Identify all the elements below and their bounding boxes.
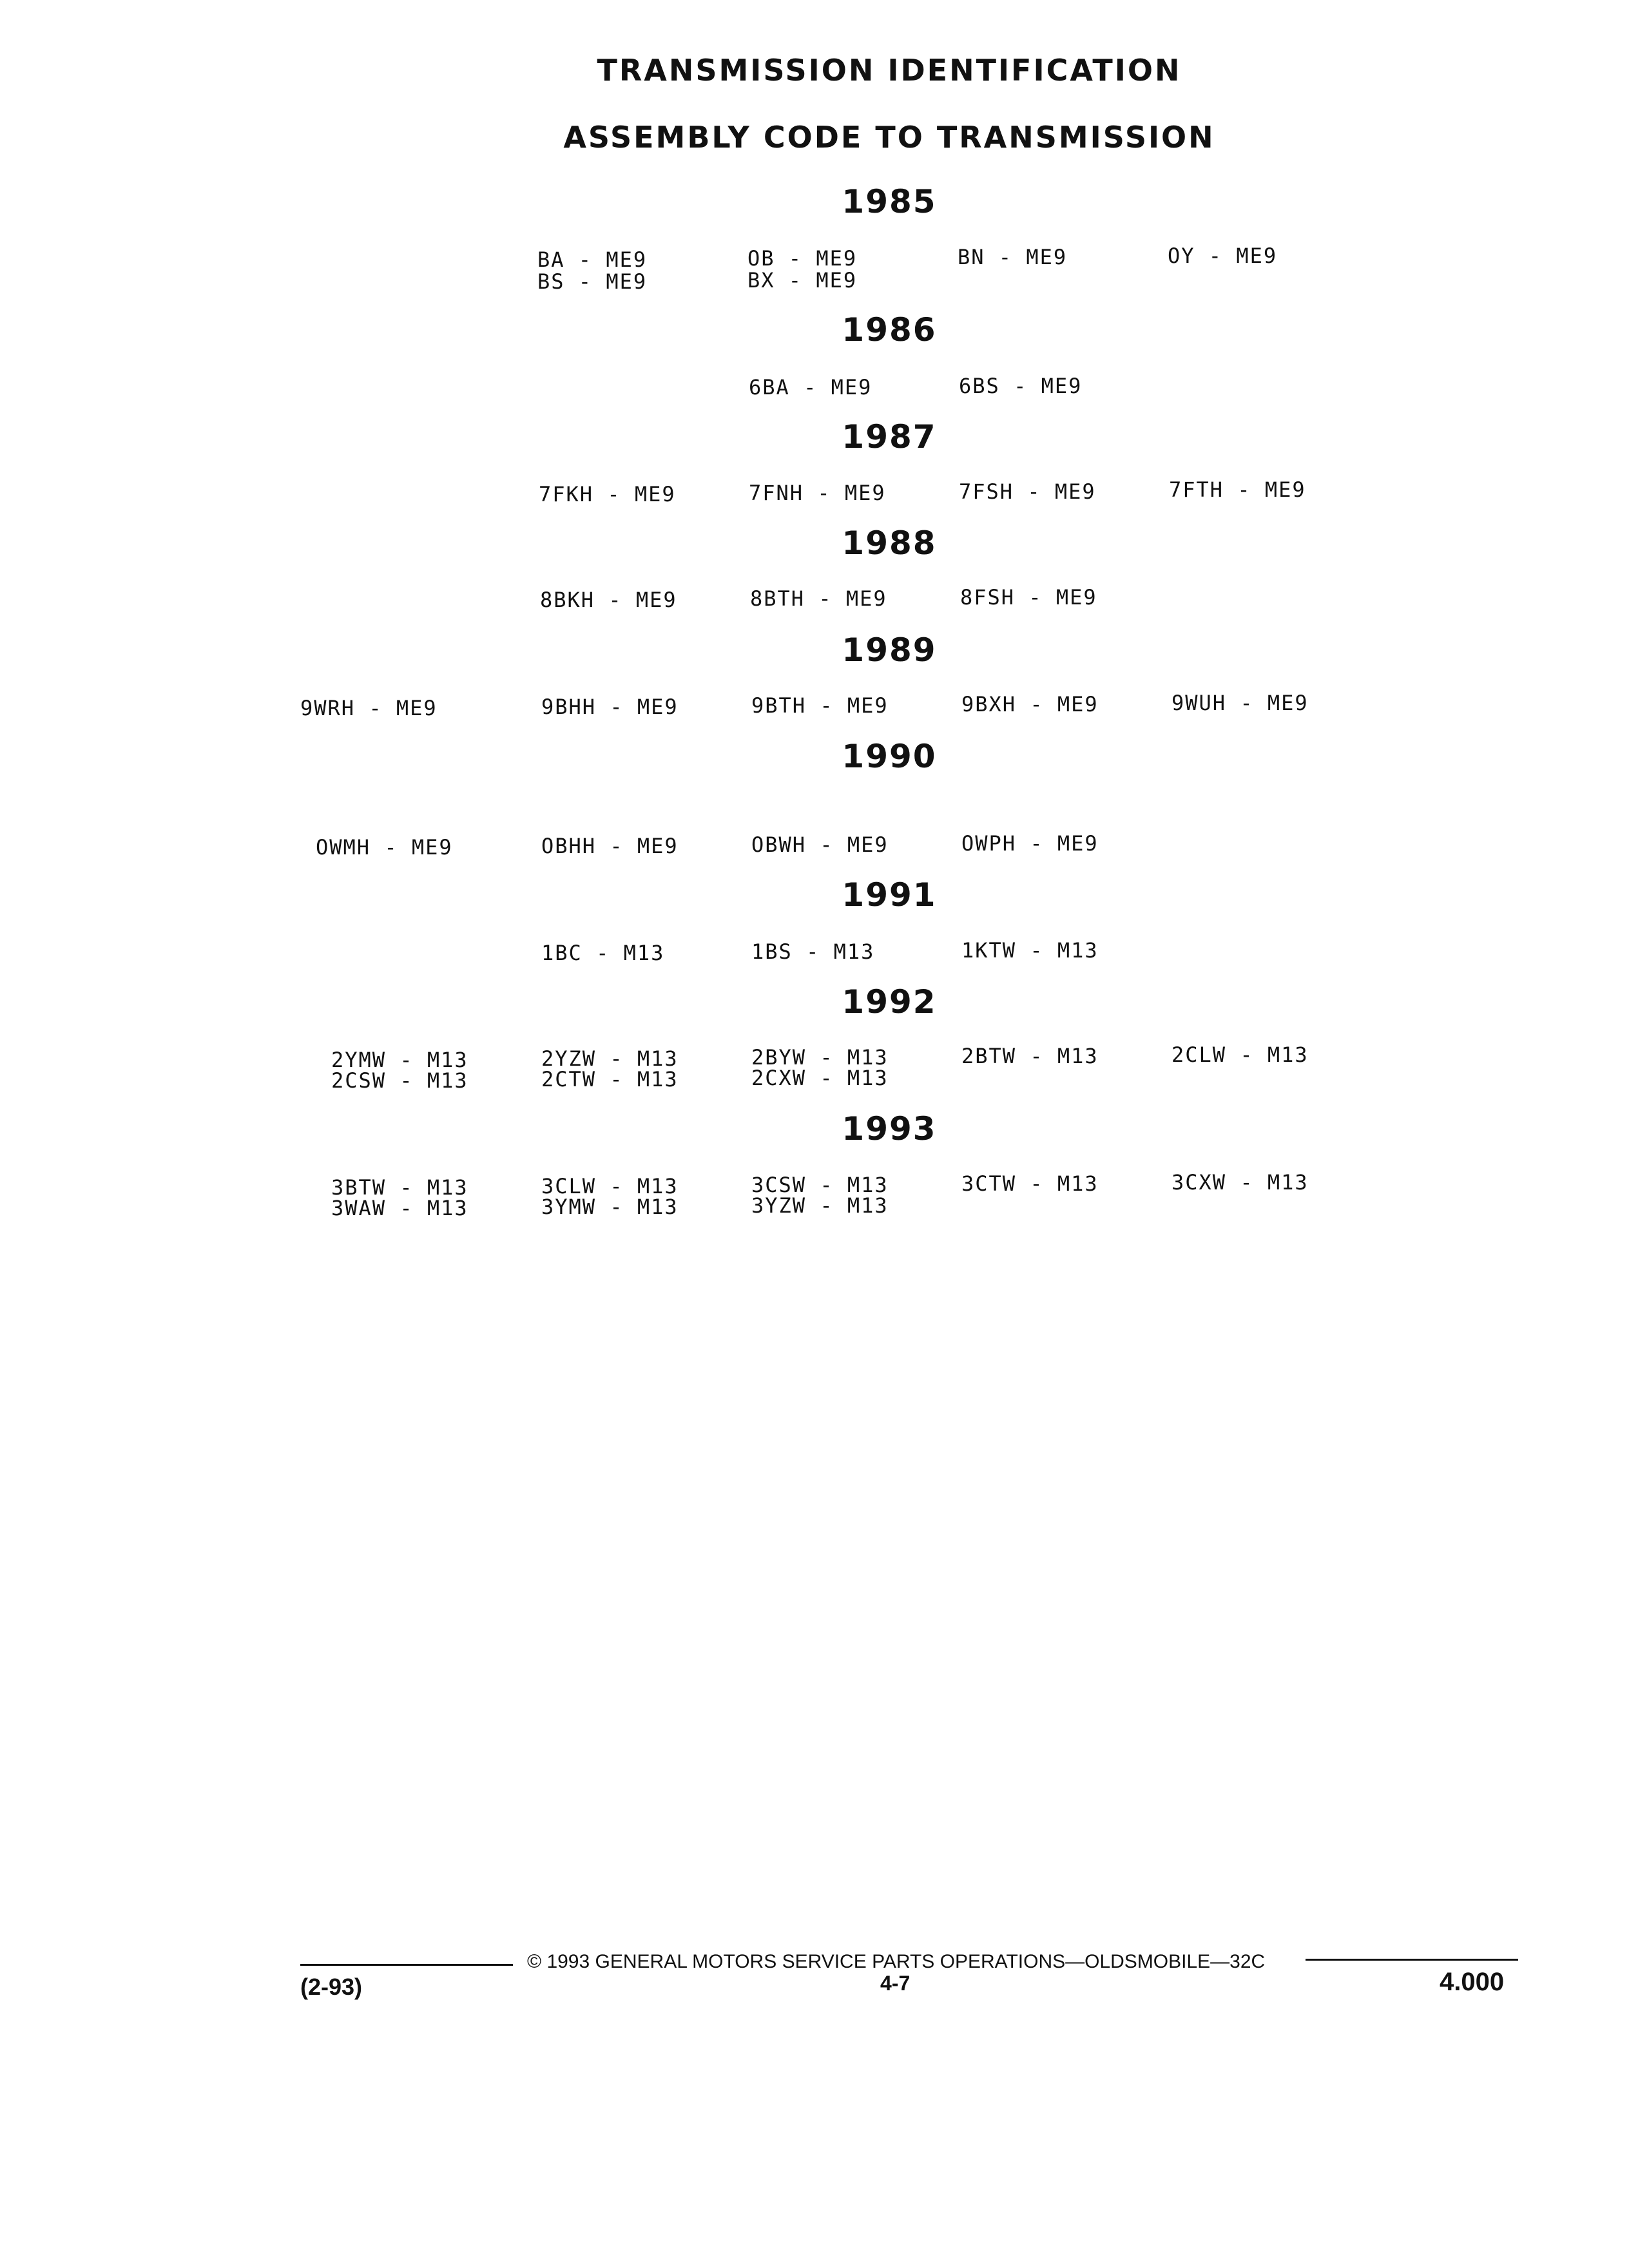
code-entry: 8BTH - ME9	[750, 586, 887, 611]
year-heading: 1991	[842, 876, 937, 914]
code-entry: 1BC - M13	[541, 941, 665, 965]
footer-revision: (2-93)	[300, 1974, 363, 2000]
code-entry: 8BKH - ME9	[540, 588, 677, 612]
code-entry: 2CSW - M13	[331, 1068, 468, 1093]
code-entry: 9WUH - ME9	[1171, 691, 1309, 715]
footer-copyright: © 1993 GENERAL MOTORS SERVICE PARTS OPERATIONS—OLDSMOBILE—32C	[527, 1951, 1266, 1972]
code-entry: 1KTW - M13	[961, 938, 1099, 963]
year-heading: 1988	[842, 524, 937, 562]
year-heading: 1990	[842, 738, 937, 775]
code-entry: OWPH - ME9	[961, 831, 1099, 856]
code-entry: BX - ME9	[747, 268, 858, 293]
year-heading: 1989	[842, 631, 937, 669]
code-entry: 2CXW - M13	[751, 1066, 889, 1090]
code-entry: OB - ME9	[747, 246, 858, 271]
code-entry: 3CTW - M13	[961, 1171, 1099, 1196]
code-entry: 2YMW - M13	[331, 1048, 468, 1072]
code-entry: 3YMW - M13	[541, 1195, 679, 1219]
code-entry: OY - ME9	[1168, 244, 1278, 268]
page-title: TRANSMISSION IDENTIFICATION	[597, 53, 1182, 88]
year-heading: 1986	[842, 311, 937, 349]
code-entry: 2YZW - M13	[541, 1046, 679, 1071]
code-entry: BA - ME9	[537, 247, 648, 272]
code-entry: 2BYW - M13	[751, 1045, 889, 1070]
code-entry: 1BS - M13	[751, 939, 875, 964]
code-entry: 7FTH - ME9	[1169, 477, 1306, 502]
footer-rule-right	[1306, 1959, 1518, 1961]
code-entry: 7FKH - ME9	[539, 482, 676, 506]
code-entry: 3YZW - M13	[751, 1193, 889, 1218]
year-heading: 1993	[842, 1110, 937, 1148]
code-entry: BS - ME9	[537, 269, 648, 294]
code-entry: 9BHH - ME9	[541, 695, 679, 719]
footer-section-number: 4.000	[1440, 1968, 1505, 1996]
code-entry: 6BA - ME9	[749, 375, 872, 399]
code-entry: 2CLW - M13	[1171, 1043, 1309, 1067]
code-entry: 3BTW - M13	[331, 1175, 468, 1200]
code-entry: 9WRH - ME9	[300, 696, 438, 720]
code-entry: 6BS - ME9	[959, 374, 1083, 398]
year-heading: 1987	[842, 418, 937, 456]
code-entry: OBWH - ME9	[751, 832, 889, 857]
code-entry: 9BTH - ME9	[751, 693, 889, 718]
year-heading: 1985	[842, 183, 937, 220]
code-entry: 2BTW - M13	[961, 1044, 1099, 1068]
footer-rule-left	[300, 1964, 513, 1966]
code-entry: 7FNH - ME9	[749, 481, 886, 505]
code-entry: 9BXH - ME9	[961, 692, 1099, 716]
code-entry: 3WAW - M13	[331, 1196, 468, 1220]
page-subtitle: ASSEMBLY CODE TO TRANSMISSION	[563, 120, 1215, 155]
code-entry: 3CLW - M13	[541, 1174, 679, 1198]
code-entry: 3CSW - M13	[751, 1173, 889, 1197]
code-entry: 2CTW - M13	[541, 1067, 679, 1091]
code-entry: 3CXW - M13	[1171, 1170, 1309, 1195]
code-entry: BN - ME9	[958, 245, 1068, 269]
code-entry: 7FSH - ME9	[959, 479, 1096, 504]
footer-page-number: 4-7	[880, 1972, 911, 1995]
year-heading: 1992	[842, 983, 937, 1021]
code-entry: OWMH - ME9	[316, 835, 453, 860]
code-entry: OBHH - ME9	[541, 834, 679, 858]
code-entry: 8FSH - ME9	[960, 585, 1097, 610]
